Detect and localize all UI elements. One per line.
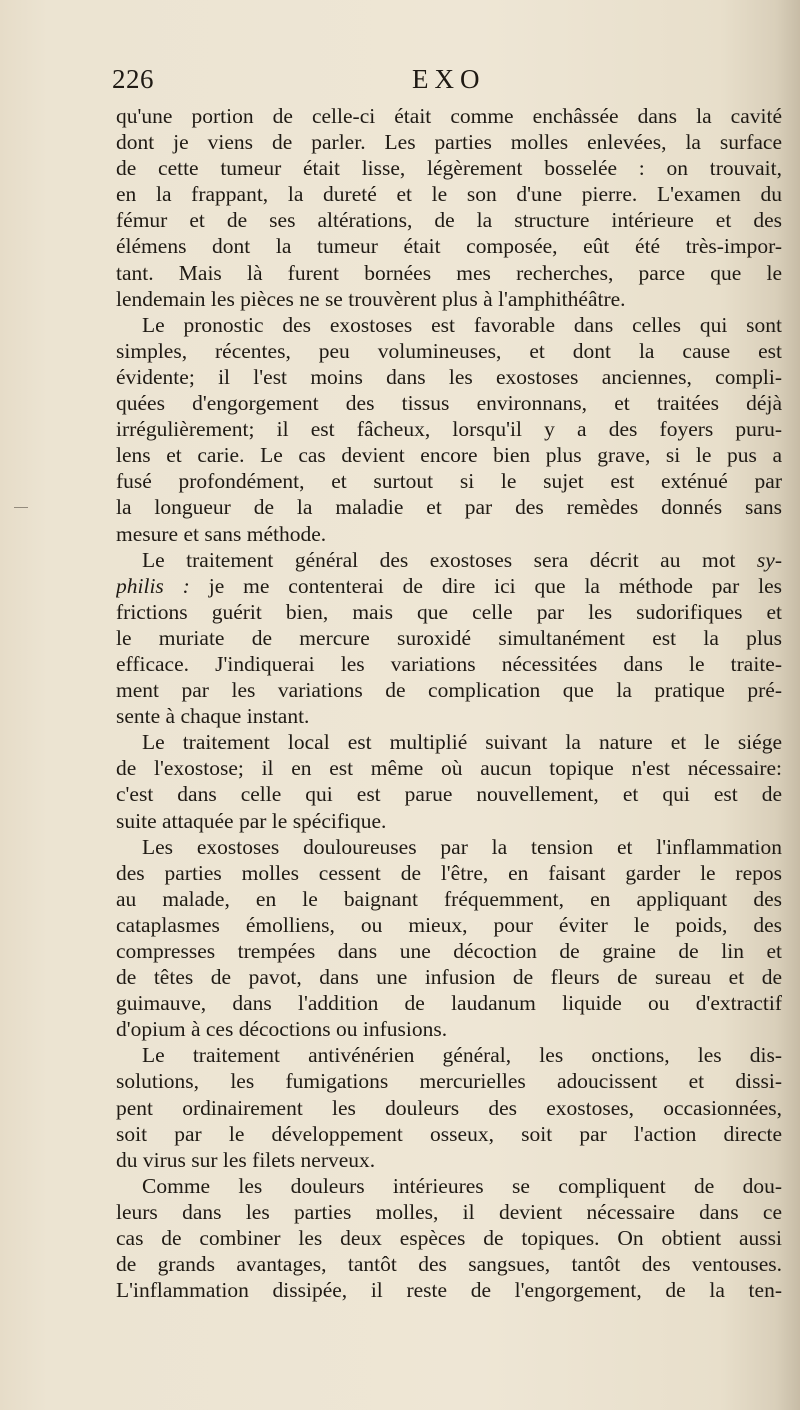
text-line: tant. Mais là furent bornées mes recherches, parce que le <box>116 260 782 285</box>
page-number: 226 <box>112 64 154 94</box>
paragraph-first-line: Le traitement général des exostoses sera décrit au mot sy- <box>142 547 782 572</box>
text-line: c'est dans celle qui est parue nouvellement, et qui est de <box>116 782 782 807</box>
body-text <box>116 103 782 1303</box>
text-line: L'inflammation dissipée, il reste de l'engorgement, de la ten- <box>116 1278 782 1303</box>
text-line: frictions guérit bien, mais que celle par les sudorifiques et <box>116 599 782 624</box>
text-line: d'opium à ces décoctions ou infusions. <box>116 1017 448 1042</box>
text-line: ment par les variations de complication que la pratique pré- <box>116 678 782 703</box>
text-line: pent ordinairement les douleurs des exostoses, occasionnées, <box>116 1095 782 1120</box>
text-line: dont je viens de parler. Les parties molles enlevées, la surface <box>116 130 782 155</box>
text-line: lens et carie. Le cas devient encore bien plus grave, si le pus a <box>116 443 782 468</box>
text-line: fusé profondément, et surtout si le sujet est exténué par <box>116 469 782 494</box>
text-line: soit par le développement osseux, soit par l'action directe <box>116 1121 782 1146</box>
text-line: cataplasmes émolliens, ou mieux, pour éviter le poids, des <box>116 912 782 937</box>
text-line: philis : je me contenterai de dire ici que la méthode par les <box>116 573 782 598</box>
text-line: solutions, les fumigations mercurielles adoucissent et dissi- <box>116 1069 782 1094</box>
text-line: suite attaquée par le spécifique. <box>116 808 387 833</box>
text-line: des parties molles cessent de l'être, en faisant garder le repos <box>116 860 782 885</box>
text-line: efficace. J'indiquerai les variations nécessitées dans le traite- <box>116 651 782 676</box>
text-line: en la frappant, la dureté et le son d'une pierre. L'examen du <box>116 182 782 207</box>
text-line: qu'une portion de celle-ci était comme enchâssée dans la cavité <box>116 104 782 128</box>
text-line: guimauve, dans l'addition de laudanum liquide ou d'extractif <box>116 991 782 1016</box>
text-line: la longueur de la maladie et par des remèdes donnés sans <box>116 495 782 520</box>
page-header <box>112 64 780 104</box>
paragraph-first-line: Le pronostic des exostoses est favorable dans celles qui sont <box>142 312 782 337</box>
text-line: fémur et de ses altérations, de la structure intérieure et des <box>116 208 782 233</box>
text-line: cas de combiner les deux espèces de topiques. On obtient aussi <box>116 1226 782 1251</box>
text-line: compresses trempées dans une décoction de graine de lin et <box>116 939 782 963</box>
text-line: évidente; il l'est moins dans les exostoses anciennes, compli- <box>116 364 782 389</box>
margin-mark <box>14 507 28 508</box>
text-line: de têtes de pavot, dans une infusion de fleurs de sureau et de <box>116 965 782 990</box>
text-line: lendemain les pièces ne se trouvèrent plus à l'amphithéâtre. <box>116 286 626 311</box>
text-line: élémens dont la tumeur était composée, eût été très-impor- <box>116 234 782 259</box>
paragraph-first-line: Les exostoses douloureuses par la tension et l'inflammation <box>142 834 782 859</box>
text-line: irrégulièrement; il est fâcheux, lorsqu'il y a des foyers puru- <box>116 417 782 442</box>
text-line: leurs dans les parties molles, il devient nécessaire dans ce <box>116 1199 782 1224</box>
text-line: sente à chaque instant. <box>116 704 310 729</box>
text-line: de cette tumeur était lisse, légèrement bosselée : on trouvait, <box>116 156 782 181</box>
text-line: au malade, en le baignant fréquemment, en appliquant des <box>116 886 782 911</box>
text-line: de l'exostose; il en est même où aucun topique n'est nécessaire: <box>116 756 782 781</box>
cross-reference: sy- <box>756 547 782 572</box>
running-head: EXO <box>412 64 486 94</box>
cross-reference: philis : <box>116 573 190 598</box>
text-line: simples, récentes, peu volumineuses, et dont la cause est <box>116 338 782 363</box>
text-line: le muriate de mercure suroxidé simultanément est la plus <box>116 625 782 650</box>
text-line: de grands avantages, tantôt des sangsues, tantôt des ventouses. <box>116 1252 782 1277</box>
paragraph-first-line: Comme les douleurs intérieures se compliquent de dou- <box>142 1173 782 1198</box>
paragraph-first-line: Le traitement antivénérien général, les onctions, les dis- <box>142 1043 782 1068</box>
text-line: du virus sur les filets nerveux. <box>116 1147 376 1172</box>
paragraph-first-line: Le traitement local est multiplié suivant la nature et le siége <box>142 730 782 755</box>
text-line: quées d'engorgement des tissus environnans, et traitées déjà <box>116 391 782 416</box>
text-line: mesure et sans méthode. <box>116 521 327 546</box>
